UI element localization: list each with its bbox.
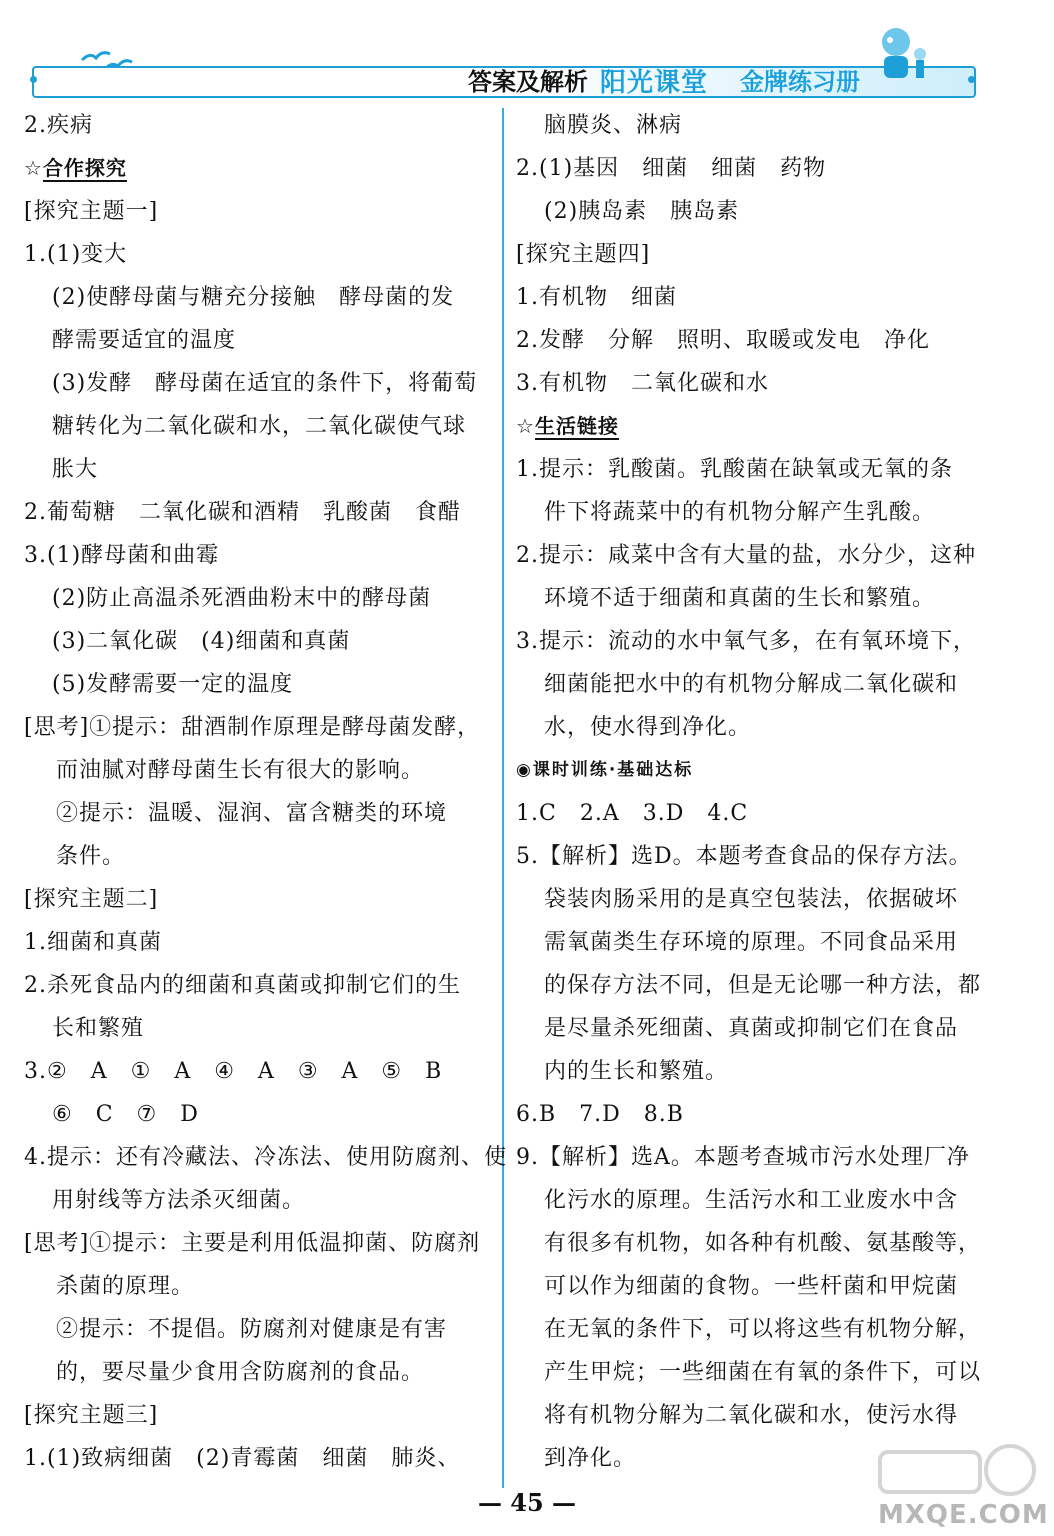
answer-line: 2.提示：咸菜中含有大量的盐，水分少，这种 — [516, 543, 976, 568]
header-series-title: 阳光课堂 — [600, 68, 709, 98]
answer-line: 件下将蔬菜中的有机物分解产生乳酸。 — [544, 500, 936, 525]
left-column — [24, 104, 507, 1480]
header-book-title: 金牌练习册 — [740, 68, 860, 96]
answer-line: 1.有机物 细菌 — [516, 285, 677, 310]
answer-line: 1.(1)变大 — [24, 242, 128, 267]
answer-line: 1.细菌和真菌 — [24, 930, 162, 955]
think-line: 而油腻对酵母菌生长有很大的影响。 — [56, 758, 425, 783]
answer-line: (3)二氧化碳 (4)细菌和真菌 — [52, 629, 351, 654]
pencil-badge-icon: ◉ — [516, 760, 533, 780]
answer-line: 2.杀死食品内的细菌和真菌或抑制它们的生 — [24, 973, 461, 998]
answer-line: 是尽量杀死细菌、真菌或抑制它们在食品 — [544, 1016, 959, 1041]
answer-line: 有很多有机物，如各种有机酸、氨基酸等， — [544, 1231, 982, 1256]
band-dot-right — [968, 76, 975, 83]
answer-line: 9.【解析】选A。本题考查城市污水处理厂净 — [516, 1145, 970, 1170]
header-answers-label: 答案及解析 — [468, 68, 588, 96]
answer-line: 2.发酵 分解 照明、取暖或发电 净化 — [516, 328, 930, 353]
answer-line: 在无氧的条件下，可以将这些有机物分解， — [544, 1317, 982, 1342]
answer-line: 细菌能把水中的有机物分解成二氧化碳和 — [544, 672, 959, 697]
answer-line: 2.(1)基因 细菌 细菌 药物 — [516, 156, 827, 181]
theme-heading: [探究主题一] — [24, 199, 159, 224]
answer-line: 3.(1)酵母菌和曲霉 — [24, 543, 220, 568]
think-line: 条件。 — [56, 844, 126, 869]
section-heading-life-link — [516, 405, 986, 448]
think-line: ②提示：不提倡。防腐剂对健康是有害 — [56, 1317, 448, 1342]
answer-line: 需氧菌类生存环境的原理。不同食品采用 — [544, 930, 959, 955]
answer-line: 1.C 2.A 3.D 4.C — [516, 801, 749, 826]
column-divider — [502, 108, 504, 1488]
think-line: [思考]①提示：甜酒制作原理是酵母菌发酵， — [24, 715, 481, 740]
answer-line: (2)使酵母菌与糖充分接触 酵母菌的发 — [52, 285, 455, 310]
answer-line: 到净化。 — [544, 1446, 637, 1471]
answer-line: 产生甲烷；一些细菌在有氧的条件下，可以 — [544, 1360, 982, 1385]
section-title: 生活链接 — [534, 414, 619, 438]
answer-line: 6.B 7.D 8.B — [516, 1102, 684, 1127]
answer-line: 糖转化为二氧化碳和水，二氧化碳使气球 — [52, 414, 467, 439]
answer-line: 用射线等方法杀灭细菌。 — [52, 1188, 306, 1213]
answer-line: 1.(1)致病细菌 (2)青霉菌 细菌 肺炎、 — [24, 1446, 461, 1471]
section-heading-cooperation — [24, 147, 494, 190]
answer-line: 袋装肉肠采用的是真空包装法，依据破坏 — [544, 887, 959, 912]
answer-line: 的保存方法不同，但是无论哪一种方法，都 — [544, 973, 982, 998]
answer-line: 脑膜炎、淋病 — [544, 113, 683, 138]
think-line: 杀菌的原理。 — [56, 1274, 195, 1299]
theme-heading: [探究主题四] — [516, 242, 651, 267]
answer-line: (5)发酵需要一定的温度 — [52, 672, 294, 697]
right-column — [516, 104, 986, 1480]
answer-line: ⑥ C ⑦ D — [52, 1102, 199, 1127]
answer-line: 可以作为细菌的食物。一些杆菌和甲烷菌 — [544, 1274, 959, 1299]
answer-line: 环境不适于细菌和真菌的生长和繁殖。 — [544, 586, 936, 611]
theme-heading: [探究主题三] — [24, 1403, 159, 1428]
band-dot-left — [30, 76, 37, 83]
answer-line: (3)发酵 酵母菌在适宜的条件下，将葡萄 — [52, 371, 478, 396]
answer-line: 3.提示：流动的水中氧气多，在有氧环境下， — [516, 629, 976, 654]
think-line: ②提示：温暖、湿润、富含糖类的环境 — [56, 801, 448, 826]
answer-line: 3.有机物 二氧化碳和水 — [516, 371, 769, 396]
answer-line: 将有机物分解为二氧化碳和水，使污水得 — [544, 1403, 959, 1428]
page-number: — 45 — — [477, 1488, 577, 1517]
star-outline-icon: ☆ — [24, 156, 43, 180]
answer-line: 化污水的原理。生活污水和工业废水中含 — [544, 1188, 959, 1213]
section-heading-training — [516, 749, 986, 792]
answer-line: 3.② A ① A ④ A ③ A ⑤ B — [24, 1059, 443, 1084]
answer-line: 胀大 — [52, 457, 99, 482]
answer-line: 4.提示：还有冷藏法、冷冻法、使用防腐剂、使 — [24, 1145, 507, 1170]
answer-line: 2.疾病 — [24, 113, 93, 138]
mascot-figure-icon — [860, 20, 950, 90]
answer-line: (2)胰岛素 胰岛素 — [544, 199, 740, 224]
watermark-text: MXQE.COM — [878, 1500, 1049, 1530]
think-line: 的，要尽量少食用含防腐剂的食品。 — [56, 1360, 425, 1385]
theme-heading: [探究主题二] — [24, 887, 159, 912]
think-line: [思考]①提示：主要是利用低温抑菌、防腐剂 — [24, 1231, 481, 1256]
answer-line: 5.【解析】选D。本题考查食品的保存方法。 — [516, 844, 972, 869]
page-header — [0, 0, 1054, 100]
answer-line: 2.葡萄糖 二氧化碳和酒精 乳酸菌 食醋 — [24, 500, 461, 525]
answer-line: 酵需要适宜的温度 — [52, 328, 237, 353]
answer-line: 内的生长和繁殖。 — [544, 1059, 729, 1084]
answer-line: 1.提示：乳酸菌。乳酸菌在缺氧或无氧的条 — [516, 457, 953, 482]
section-title: 课时训练·基础达标 — [532, 760, 694, 780]
answer-line: 水，使水得到净化。 — [544, 715, 752, 740]
answer-line: 长和繁殖 — [52, 1016, 145, 1041]
answer-line: (2)防止高温杀死酒曲粉末中的酵母菌 — [52, 586, 432, 611]
star-outline-icon: ☆ — [516, 414, 535, 438]
section-title: 合作探究 — [42, 156, 127, 180]
